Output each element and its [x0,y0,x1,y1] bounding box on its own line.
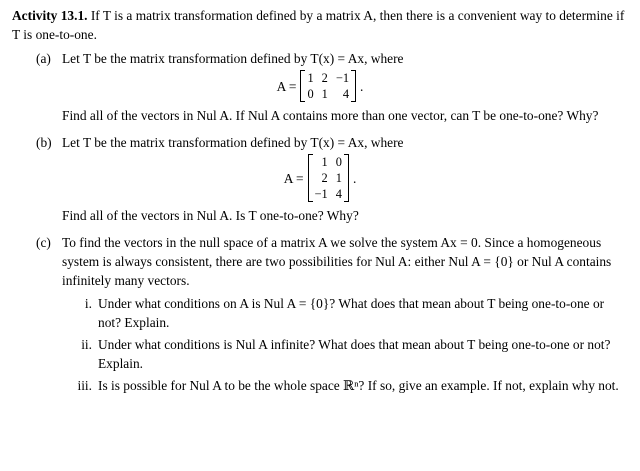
part-b-label: (b) [36,135,52,150]
matrix-entry: 1 [335,171,342,185]
period: . [352,170,357,186]
part-c-subparts [12,294,628,395]
subpart-text: Under what conditions on A is Nul A = {0}? What does that mean about T being one-to-one or not? Explain. [98,296,605,330]
part-a-label: (a) [36,51,51,66]
matrix-entry: 1 [321,87,328,101]
subpart-text: Is is possible for Nul A to be the whole space ℝⁿ? If so, give an example. If not, explain why not. [98,378,619,393]
matrix-entry: 2 [321,71,328,85]
period: . [360,78,364,94]
subpart-iii [62,376,628,395]
subpart-label: i. [84,296,92,311]
right-bracket [351,70,356,102]
subpart-label: ii. [81,337,92,352]
part-a-text1: Let T be the matrix transformation defined by T(x) = Ax, where [62,51,404,66]
part-a-text2: Find all of the vectors in Nul A. If Nul A contains more than one vector, can T be one-to-one? Why? [62,108,599,123]
matrix-entry: 0 [307,87,314,101]
part-b [12,133,628,225]
activity-intro [12,6,628,44]
part-b-matrix-label: A = [283,170,304,186]
matrix-entry: 4 [335,187,342,201]
matrix-entry: −1 [314,187,328,201]
right-bracket [344,154,349,202]
part-b-text2: Find all of the vectors in Nul A. Is T one-to-one? Why? [62,208,359,223]
activity-page [12,6,628,398]
subpart-label: iii. [77,378,92,393]
activity-label: Activity 13.1. [12,8,88,23]
subpart-text: Under what conditions is Nul A infinite? What does that mean about T being one-to-one or not? Explain. [98,337,611,371]
subpart-ii [62,335,628,373]
matrix-entry: −1 [335,71,350,85]
part-b-text1: Let T be the matrix transformation defined by T(x) = Ax, where [62,135,404,150]
part-c-text: To find the vectors in the null space of a matrix A we solve the system Ax = 0. Since a homogeneous system is always consistent, there are two possibilities for Nul A: either Nul A = {0} or Nul A contains infinitely many vectors. [62,235,612,288]
part-a-matrix-label: A = [276,78,297,94]
part-a [12,49,628,125]
matrix-grid [305,70,351,102]
matrix-entry: 1 [307,71,314,85]
matrix-entry: 0 [335,155,342,169]
part-a-matrix [12,70,628,102]
part-b-matrix [12,154,628,202]
matrix-entry: 2 [321,171,328,185]
subpart-i [62,294,628,332]
part-c-label: (c) [36,235,51,250]
matrix-entry: 1 [321,155,328,169]
part-c [12,233,628,395]
activity-intro-text: If T is a matrix transformation defined by a matrix A, then there is a convenient way to determine if T is one-to-one. [12,8,625,42]
matrix-entry: 4 [342,87,350,101]
matrix-grid [313,154,344,202]
